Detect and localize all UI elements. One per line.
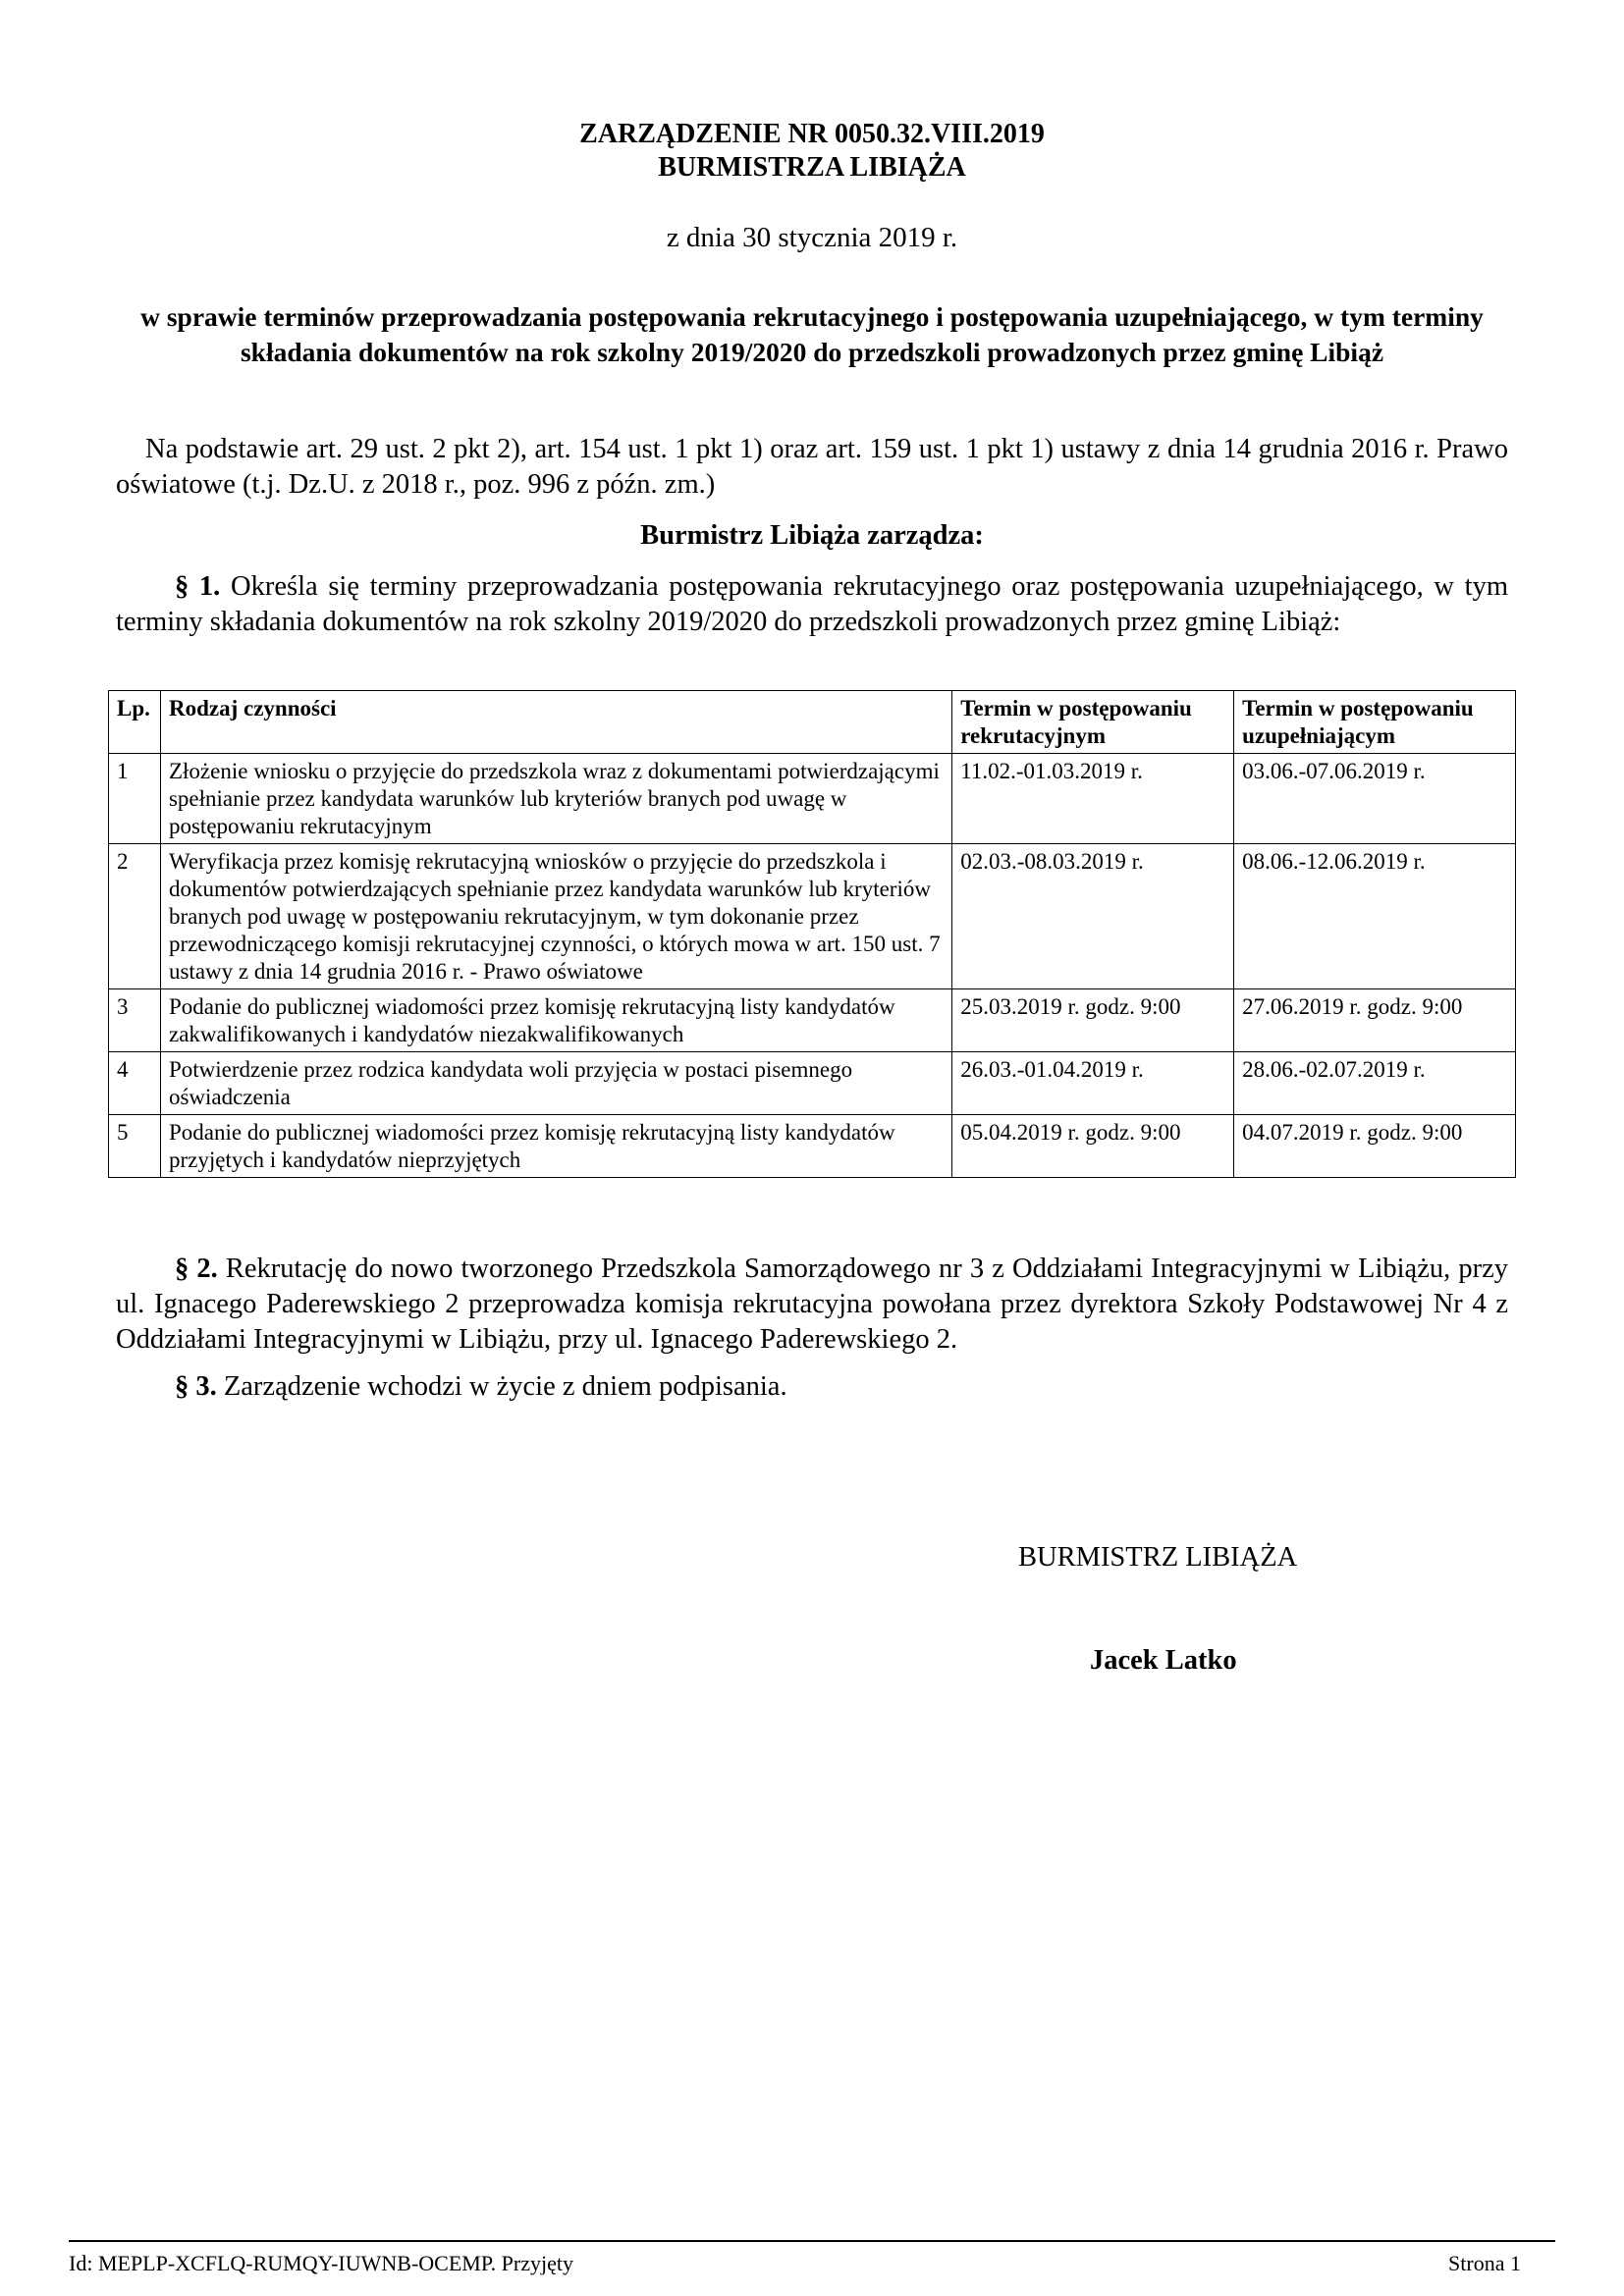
signer-name: Jacek Latko xyxy=(1090,1645,1237,1676)
row-recruitment: 02.03.-08.03.2019 r. xyxy=(952,844,1234,989)
row-activity: Potwierdzenie przez rodzica kandydata woli przyjęcia w postaci pisemnego oświadczenia xyxy=(160,1052,951,1115)
title-line-2: BURMISTRZA LIBIĄŻA xyxy=(658,152,966,183)
paragraph-2-number: § 2. xyxy=(175,1254,218,1284)
row-activity: Weryfikacja przez komisję rekrutacyjną wniosków o przyjęcie do przedszkola i dokumentów potwierdzających spełnianie przez kandydata warunków lub kryteriów branych pod uwagę w postępowaniu rekrutacyjnym, w tym dokonanie przez przewodniczącego komisji rekrutacyjnej czynności, o których mowa w art. 150 ust. 7 ustawy z dnia 14 grudnia 2016 r. - Prawo oświatowe xyxy=(160,844,951,989)
row-supplementary: 28.06.-02.07.2019 r. xyxy=(1234,1052,1516,1115)
row-lp: 2 xyxy=(109,844,161,989)
row-activity: Podanie do publicznej wiadomości przez komisję rekrutacyjną listy kandydatów przyjętych i kandydatów nieprzyjętych xyxy=(160,1115,951,1178)
header-activity: Rodzaj czynności xyxy=(160,691,951,754)
footer-page-number: Strona 1 xyxy=(1448,2251,1521,2275)
paragraph-1-number: § 1. xyxy=(175,571,221,602)
document-subject xyxy=(0,299,1624,370)
row-lp: 5 xyxy=(109,1115,161,1178)
table-row xyxy=(109,844,1516,989)
row-activity: Podanie do publicznej wiadomości przez komisję rekrutacyjną listy kandydatów zakwalifikowanych i kandydatów niezakwalifikowanych xyxy=(160,989,951,1052)
table-row xyxy=(109,1115,1516,1178)
footer-document-id: Id: MEPLP-XCFLQ-RUMQY-IUWNB-OCEMP. Przyjęty xyxy=(69,2251,573,2275)
document-date: z dnia 30 stycznia 2019 r. xyxy=(666,222,958,253)
legal-basis: Na podstawie art. 29 ust. 2 pkt 2), art. 154 ust. 1 pkt 1) oraz art. 159 ust. 1 pkt 1) ustawy z dnia 14 grudnia 2016 r. Prawo oświatowe (t.j. Dz.U. z 2018 r., poz. 996 z późn. zm.) xyxy=(116,434,1508,500)
header-supplementary: Termin w postępowaniu uzupełniającym xyxy=(1234,691,1516,754)
signatory-title: BURMISTRZ LIBIĄŻA xyxy=(1018,1542,1298,1573)
row-lp: 1 xyxy=(109,754,161,844)
header-lp: Lp. xyxy=(109,691,161,754)
row-lp: 4 xyxy=(109,1052,161,1115)
row-lp: 3 xyxy=(109,989,161,1052)
table-row xyxy=(109,989,1516,1052)
row-supplementary: 27.06.2019 r. godz. 9:00 xyxy=(1234,989,1516,1052)
table-row xyxy=(109,754,1516,844)
paragraph-2-text: Rekrutację do nowo tworzonego Przedszkola Samorządowego nr 3 z Oddziałami Integracyjnymi w Libiążu, przy ul. Ignacego Paderewskiego 2 przeprowadza komisja rekrutacyjna powołana przez dyrektora Szkoły Podstawowej Nr 4 z Oddziałami Integracyjnymi w Libiążu, przy ul. Ignacego Paderewskiego 2. xyxy=(116,1254,1508,1355)
paragraph-3-number: § 3. xyxy=(175,1371,217,1402)
row-recruitment: 11.02.-01.03.2019 r. xyxy=(952,754,1234,844)
decree-heading: Burmistrz Libiąża zarządza: xyxy=(640,520,984,551)
table-header-row xyxy=(109,691,1516,754)
row-supplementary: 03.06.-07.06.2019 r. xyxy=(1234,754,1516,844)
footer-divider xyxy=(69,2240,1555,2242)
paragraph-2 xyxy=(116,1252,1508,1358)
document-title xyxy=(0,118,1624,185)
subject-text: w sprawie terminów przeprowadzania postępowania rekrutacyjnego i postępowania uzupełniającego, w tym terminy składania dokumentów na rok szkolny 2019/2020 do przedszkoli prowadzonych przez gminę Libiąż xyxy=(140,301,1484,367)
header-recruitment: Termin w postępowaniu rekrutacyjnym xyxy=(952,691,1234,754)
title-line-1: ZARZĄDZENIE NR 0050.32.VIII.2019 xyxy=(579,119,1045,149)
paragraph-3-text: Zarządzenie wchodzi w życie z dniem podpisania. xyxy=(223,1371,787,1402)
paragraph-1 xyxy=(116,569,1508,640)
row-recruitment: 05.04.2019 r. godz. 9:00 xyxy=(952,1115,1234,1178)
row-activity: Złożenie wniosku o przyjęcie do przedszkola wraz z dokumentami potwierdzającymi spełnianie przez kandydata warunków lub kryteriów branych pod uwagę w postępowaniu rekrutacyjnym xyxy=(160,754,951,844)
row-recruitment: 25.03.2019 r. godz. 9:00 xyxy=(952,989,1234,1052)
row-supplementary: 08.06.-12.06.2019 r. xyxy=(1234,844,1516,989)
paragraph-1-text: Określa się terminy przeprowadzania postępowania rekrutacyjnego oraz postępowania uzupełniającego, w tym terminy składania dokumentów na rok szkolny 2019/2020 do przedszkoli prowadzonych przez gminę Libiąż: xyxy=(116,571,1508,637)
row-supplementary: 04.07.2019 r. godz. 9:00 xyxy=(1234,1115,1516,1178)
table-row xyxy=(109,1052,1516,1115)
schedule-table xyxy=(108,690,1516,1178)
paragraph-3 xyxy=(116,1369,1508,1405)
row-recruitment: 26.03.-01.04.2019 r. xyxy=(952,1052,1234,1115)
